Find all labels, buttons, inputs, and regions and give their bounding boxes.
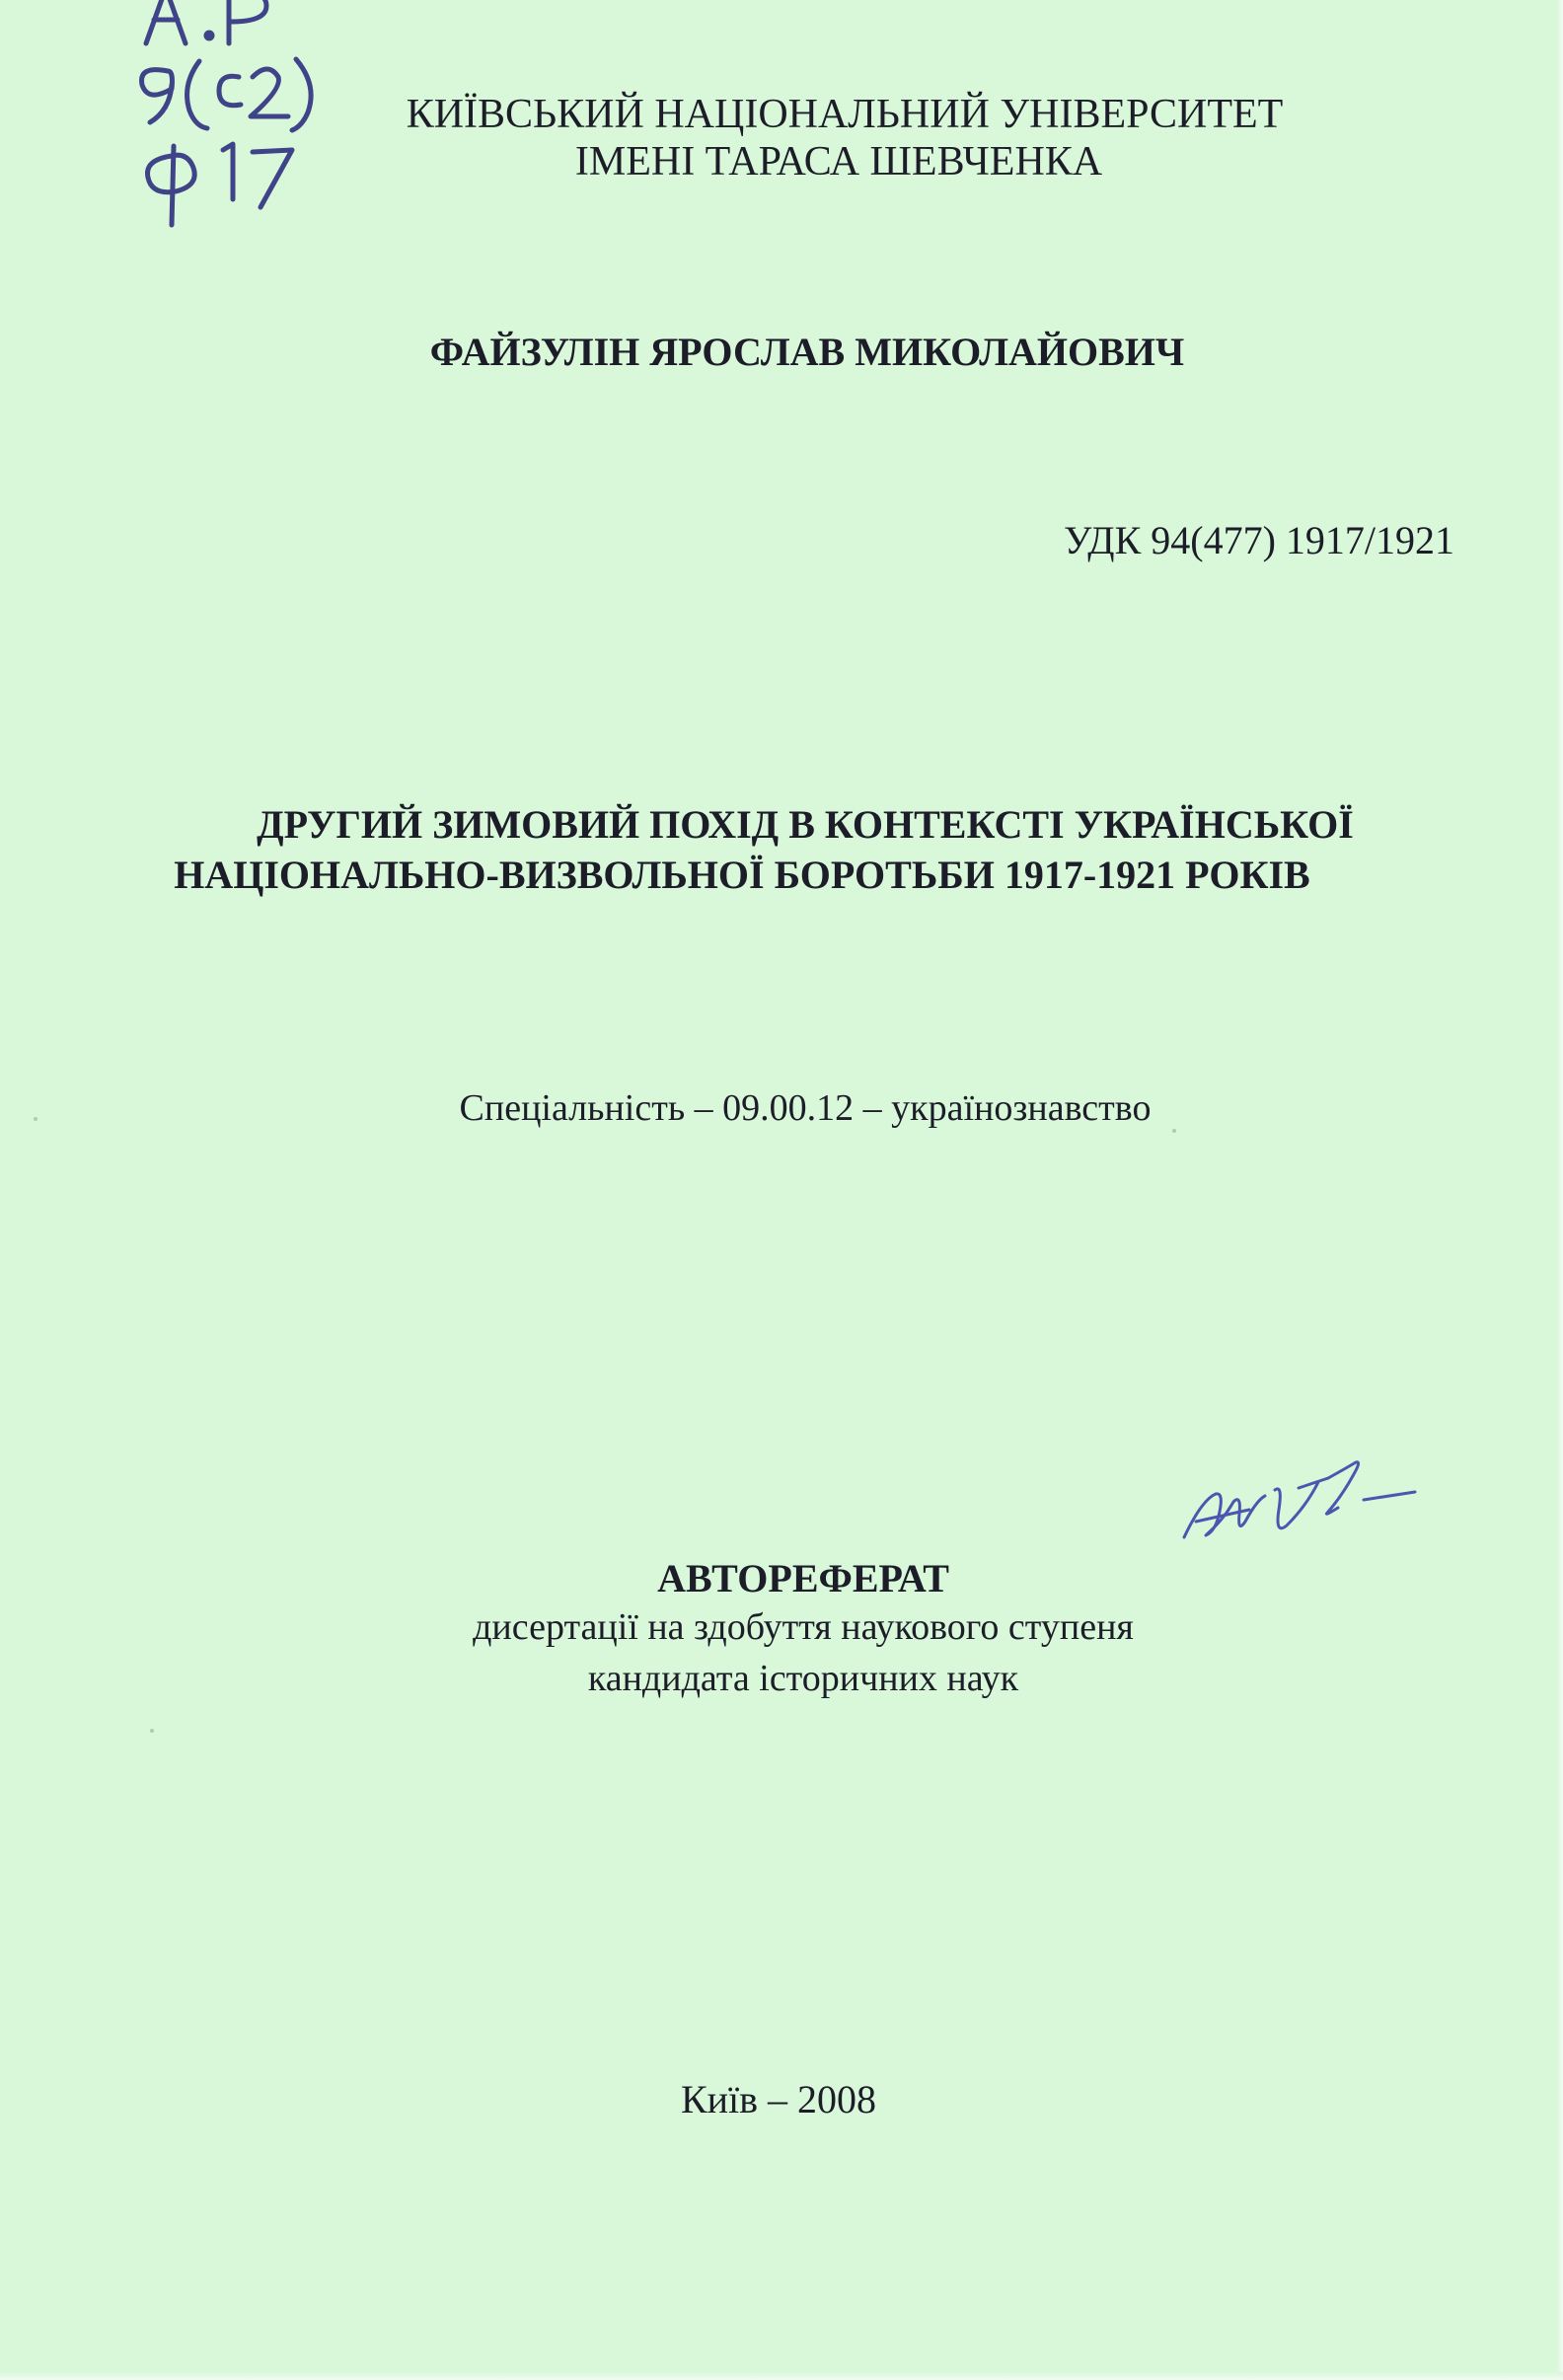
city-year: Київ – 2008	[680, 2077, 877, 2121]
udk-code: УДК 94(477) 1917/1921	[1064, 518, 1454, 562]
university-name-line1: КИЇВСЬКИЙ НАЦІОНАЛЬНИЙ УНІВЕРСИТЕТ	[406, 92, 1284, 137]
paper-speck	[150, 1729, 154, 1733]
dissertation-title-line1: ДРУГИЙ ЗИМОВИЙ ПОХІД В КОНТЕКСТІ УКРАЇНСЬКОЇ	[257, 802, 1354, 847]
page-edge-bottom	[0, 2372, 1563, 2380]
handwritten-signature	[1180, 1460, 1423, 1555]
abstract-description-line1: дисертації на здобуття наукового ступеня	[473, 1606, 1134, 1648]
specialty-line: Спеціальність – 09.00.12 – українознавство	[459, 1087, 1152, 1129]
page-edge-right	[1557, 0, 1563, 2380]
paper-speck	[1172, 1129, 1176, 1133]
abstract-description-line2: кандидата історичних наук	[587, 1658, 1019, 1699]
author-name: ФАЙЗУЛІН ЯРОСЛАВ МИКОЛАЙОВИЧ	[429, 330, 1185, 374]
dissertation-title-line2: НАЦІОНАЛЬНО-ВИЗВОЛЬНОЇ БОРОТЬБИ 1917-1921 РОКІВ	[174, 853, 1310, 897]
paper-speck	[34, 1117, 37, 1121]
abstract-heading: АВТОРЕФЕРАТ	[657, 1556, 949, 1600]
university-name-line2: ІМЕНІ ТАРАСА ШЕВЧЕНКА	[574, 139, 1103, 185]
